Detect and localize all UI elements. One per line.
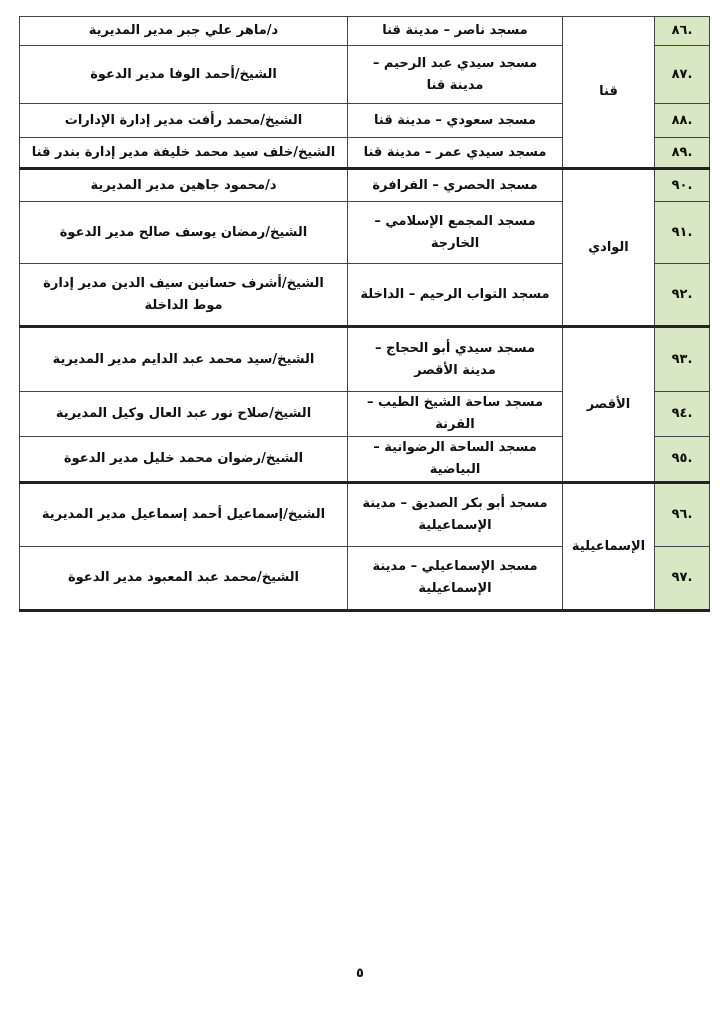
row-number: .٩٥ bbox=[655, 437, 710, 483]
row-number: .٨٧ bbox=[655, 46, 710, 104]
row-number: .٩٤ bbox=[655, 392, 710, 437]
mosque-cell: مسجد أبو بكر الصديق – مدينة الإسماعيلية bbox=[348, 483, 563, 547]
imam-cell: الشيخ/سيد محمد عبد الدايم مدير المديرية bbox=[20, 327, 348, 392]
governorate-cell: الأقصر bbox=[563, 327, 655, 483]
mosque-cell: مسجد سيدي عمر – مدينة قنا bbox=[348, 138, 563, 169]
mosque-cell: مسجد الحصري – الفرافرة bbox=[348, 169, 563, 202]
mosque-cell: مسجد سعودي – مدينة قنا bbox=[348, 104, 563, 138]
imam-cell: الشيخ/رمضان يوسف صالح مدير الدعوة bbox=[20, 202, 348, 264]
row-number: .٨٨ bbox=[655, 104, 710, 138]
imam-cell: الشيخ/محمد عبد المعبود مدير الدعوة bbox=[20, 547, 348, 611]
mosque-cell: مسجد سيدي عبد الرحيم – مدينة قنا bbox=[348, 46, 563, 104]
mosque-cell: مسجد ساحة الشيخ الطيب – القرنة bbox=[348, 392, 563, 437]
imam-cell: د/محمود جاهين مدير المديرية bbox=[20, 169, 348, 202]
mosques-table-sheet bbox=[19, 16, 709, 612]
mosque-cell: مسجد الساحة الرضوانية – البياضية bbox=[348, 437, 563, 483]
row-number: .٨٦ bbox=[655, 17, 710, 46]
governorate-cell: الوادي bbox=[563, 169, 655, 327]
mosques-imams-table bbox=[19, 16, 710, 612]
imam-cell: الشيخ/أحمد الوفا مدير الدعوة bbox=[20, 46, 348, 104]
mosque-cell: مسجد ناصر – مدينة قنا bbox=[348, 17, 563, 46]
imam-cell: الشيخ/خلف سيد محمد خليفة مدير إدارة بندر قنا bbox=[20, 138, 348, 169]
imam-cell: الشيخ/إسماعيل أحمد إسماعيل مدير المديرية bbox=[20, 483, 348, 547]
mosque-cell: مسجد المجمع الإسلامي – الخارجة bbox=[348, 202, 563, 264]
row-number: .٩٢ bbox=[655, 264, 710, 327]
table-row bbox=[20, 169, 710, 202]
imam-cell: د/ماهر علي جبر مدير المديرية bbox=[20, 17, 348, 46]
table-row bbox=[20, 327, 710, 392]
mosque-cell: مسجد الإسماعيلي – مدينة الإسماعيلية bbox=[348, 547, 563, 611]
row-number: .٩٠ bbox=[655, 169, 710, 202]
imam-cell: الشيخ/أشرف حسانين سيف الدين مدير إدارة موط الداخلة bbox=[20, 264, 348, 327]
governorate-cell: الإسماعيلية bbox=[563, 483, 655, 611]
row-number: .٩٣ bbox=[655, 327, 710, 392]
row-number: .٩١ bbox=[655, 202, 710, 264]
mosque-cell: مسجد سيدي أبو الحجاج – مدينة الأقصر bbox=[348, 327, 563, 392]
table-row bbox=[20, 483, 710, 547]
table-row bbox=[20, 17, 710, 46]
row-number: .٨٩ bbox=[655, 138, 710, 169]
row-number: .٩٧ bbox=[655, 547, 710, 611]
governorate-cell: قنا bbox=[563, 17, 655, 169]
imam-cell: الشيخ/صلاح نور عبد العال وكيل المديرية bbox=[20, 392, 348, 437]
row-number: .٩٦ bbox=[655, 483, 710, 547]
page-number: ٥ bbox=[356, 966, 364, 981]
imam-cell: الشيخ/محمد رأفت مدير إدارة الإدارات bbox=[20, 104, 348, 138]
imam-cell: الشيخ/رضوان محمد خليل مدير الدعوة bbox=[20, 437, 348, 483]
mosque-cell: مسجد التواب الرحيم – الداخلة bbox=[348, 264, 563, 327]
